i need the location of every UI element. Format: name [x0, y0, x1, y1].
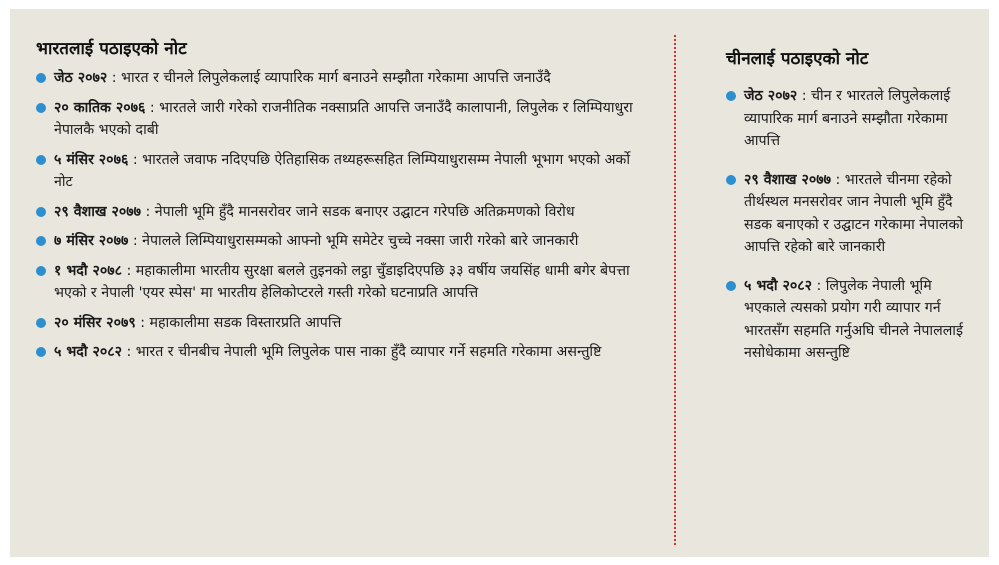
bullet-icon [36, 236, 46, 246]
china-notes-list [726, 85, 966, 365]
list-item: जेठ २०७२ : चीन र भारतले लिपुलेकलाई व्यापारिक मार्ग बनाउने सम्झौता गरेकामा आपत्ति [726, 85, 966, 153]
bullet-icon [36, 207, 46, 217]
china-notes-column [726, 47, 966, 381]
list-item: २० कातिक २०७६ : भारतले जारी गरेको राजनीतिक नक्साप्रति आपत्ति जनाउँदै कालापानी, लिपुलेक र लिम्पियाधुरा नेपालकै भएको दाबी [36, 97, 646, 142]
notes-panel [10, 9, 989, 557]
india-notes-heading: भारतलाई पठाइएको नोट [36, 39, 187, 59]
india-notes-column [36, 37, 646, 371]
list-item: ५ मंसिर २०७६ : भारतले जवाफ नदिएपछि ऐतिहासिक तथ्यहरूसहित लिम्पियाधुरासम्म नेपाली भूभाग भएको अर्को नोट [36, 149, 646, 194]
list-item: ५ भदौ २०८२ : लिपुलेक नेपाली भूमि भएकाले त्यसको प्रयोग गरी व्यापार गर्न भारतसँग सहमति गर्नुअघि चीनले नेपाललाई नसोधेकामा असन्तुष्टि [726, 275, 966, 365]
bullet-icon [726, 91, 736, 101]
column-divider [674, 35, 676, 545]
list-item: २९ वैशाख २०७७ : नेपाली भूमि हुँदै मानसरोवर जाने सडक बनाएर उद्घाटन गरेपछि अतिक्रमणको विरोध [36, 201, 646, 224]
bullet-icon [36, 155, 46, 165]
china-notes-heading: चीनलाई पठाइएको नोट [726, 49, 869, 69]
bullet-icon [726, 175, 736, 185]
list-item: ५ भदौ २०८२ : भारत र चीनबीच नेपाली भूमि लिपुलेक पास नाका हुँदै व्यापार गर्ने सहमति गरेकामा असन्तुष्टि [36, 341, 646, 364]
list-item: जेठ २०७२ : भारत र चीनले लिपुलेकलाई व्यापारिक मार्ग बनाउने सम्झौता गरेकामा आपत्ति जनाउँदै [36, 67, 646, 90]
bullet-icon [36, 266, 46, 276]
list-item: १ भदौ २०७८ : महाकालीमा भारतीय सुरक्षा बलले तुइनको लट्ठा चुँडाइदिएपछि ३३ वर्षीय जयसिंह धामी बगेर बेपत्ता भएको र नेपाली 'एयर स्पेस' मा भारतीय हेलिकोप्टरले गस्ती गरेको घटनाप्रति आपत्ति [36, 260, 646, 305]
bullet-icon [36, 103, 46, 113]
list-item: २० मंसिर २०७९ : महाकालीमा सडक विस्तारप्रति आपत्ति [36, 312, 646, 335]
list-item: २९ वैशाख २०७७ : भारतले चीनमा रहेको तीर्थस्थल मनसरोवर जान नेपाली भूमि हुँदै सडक बनाएको र उद्घाटन गरेकामा नेपालको आपत्ति रहेको बारे जानकारी [726, 169, 966, 259]
list-item: ७ मंसिर २०७७ : नेपालले लिम्पियाधुरासम्मको आफ्नो भूमि समेटेर चुच्चे नक्सा जारी गरेको बारे जानकारी [36, 230, 646, 253]
bullet-icon [36, 73, 46, 83]
bullet-icon [36, 347, 46, 357]
bullet-icon [36, 318, 46, 328]
bullet-icon [726, 281, 736, 291]
india-notes-list [36, 67, 646, 364]
